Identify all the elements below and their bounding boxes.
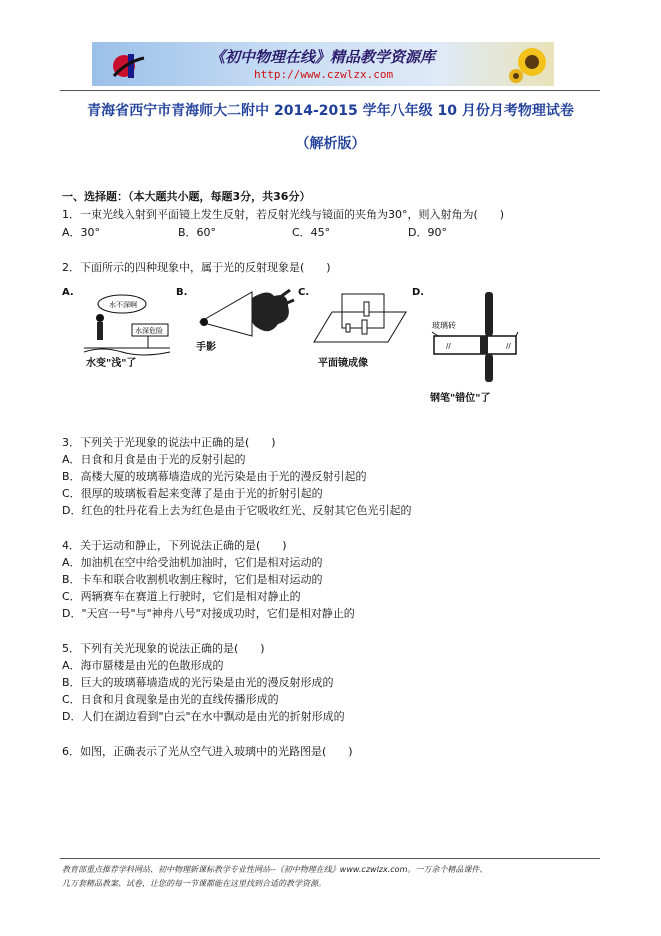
banner-title: 《初中物理在线》精品教学资源库 (210, 48, 436, 66)
figure-d-letter: D. (412, 287, 425, 298)
question-1-stem: 1．一束光线入射到平面镜上发生反射，若反射光线与镜面的夹角为30°，则入射角为( ) (62, 208, 505, 221)
figure-d-pen-in-glass-illustration (428, 290, 524, 386)
question-1-option-d: D．90° (408, 226, 447, 239)
figure-b-caption: 手影 (196, 342, 216, 353)
question-5-option-b: B．巨大的玻璃幕墙造成的光污染是由光的漫反射形成的 (62, 676, 334, 689)
question-6-stem: 6．如图，正确表示了光从空气进入玻璃中的光路图是( ) (62, 745, 353, 758)
question-5-option-a: A．海市蜃楼是由光的色散形成的 (62, 659, 224, 672)
question-4-option-b: B．卡车和联合收割机收割庄稼时，它们是相对运动的 (62, 573, 323, 586)
figure-c-mirror-illustration (312, 290, 412, 348)
question-1-option-a: A．30° (62, 226, 101, 239)
figure-a-sign-1: 水不深啊 (109, 301, 137, 309)
question-3-option-c: C．很厚的玻璃板看起来变薄了是由于光的折射引起的 (62, 487, 323, 500)
site-logo-icon (110, 48, 148, 80)
header-banner (92, 42, 554, 86)
question-1-option-c: C．45° (292, 226, 331, 239)
section-heading: 一、选择题：（本大题共小题，每题3分，共36分） (62, 190, 311, 203)
question-3-option-a: A．日食和月食是由于光的反射引起的 (62, 453, 246, 466)
question-2-stem: 2．下面所示的四种现象中，属于光的反射现象是( ) (62, 261, 331, 274)
figure-c-caption: 平面镜成像 (318, 358, 368, 369)
svg-text://: // (506, 342, 511, 350)
question-4-option-c: C．两辆赛车在赛道上行驶时，它们是相对静止的 (62, 590, 301, 603)
question-1-option-b: B．60° (178, 226, 217, 239)
figure-c-letter: C. (298, 287, 310, 298)
question-5-option-d: D．人们在湖边看到"白云"在水中飘动是由光的折射形成的 (62, 710, 345, 723)
question-5-stem: 5．下列有关光现象的说法正确的是( ) (62, 642, 265, 655)
question-4-stem: 4．关于运动和静止，下列说法正确的是( ) (62, 539, 287, 552)
figure-a-letter: A. (62, 287, 74, 298)
question-5-option-c: C．日食和月食现象是由光的直线传播形成的 (62, 693, 279, 706)
question-3-option-b: B．高楼大厦的玻璃幕墙造成的光污染是由于光的漫反射引起的 (62, 470, 367, 483)
figure-b-hand-shadow-illustration (192, 286, 296, 340)
footer-line-1: 教育部重点推荐学科网站、初中物理新课标教学专业性网站--《初中物理在线》www.czwlzx.com。一万余个精品课件、 (62, 865, 488, 874)
figure-a-sign-2: 水深危险 (135, 327, 163, 335)
svg-text://: // (446, 342, 451, 350)
figure-a-caption: 水变"浅"了 (86, 358, 137, 369)
figure-d-caption: 钢笔"错位"了 (430, 393, 491, 404)
question-3-option-d: D．红色的牡丹花看上去为红色是由于它吸收红光、反射其它色光引起的 (62, 504, 412, 517)
header-rule (60, 90, 600, 91)
figure-a-pool-illustration (82, 290, 174, 358)
footer-rule (60, 858, 600, 859)
figure-b-letter: B. (176, 287, 188, 298)
question-3-stem: 3．下列关于光现象的说法中正确的是( ) (62, 436, 276, 449)
document-title: 青海省西宁市青海师大二附中 2014-2015 学年八年级 10 月份月考物理试卷 (87, 103, 574, 119)
question-4-option-a: A．加油机在空中给受油机加油时，它们是相对运动的 (62, 556, 323, 569)
document-subtitle: （解析版） (295, 136, 366, 152)
figure-d-tag: 玻璃砖 (432, 321, 456, 330)
footer-line-2: 几万套精品教案、试卷，让您的每一节课都能在这里找到合适的教学资源。 (62, 879, 326, 888)
question-4-option-d: D．"天宫一号"与"神舟八号"对接成功时，它们是相对静止的 (62, 607, 355, 620)
banner-url[interactable]: http://www.czwlzx.com (254, 68, 394, 81)
sunflower-icon (508, 44, 550, 84)
